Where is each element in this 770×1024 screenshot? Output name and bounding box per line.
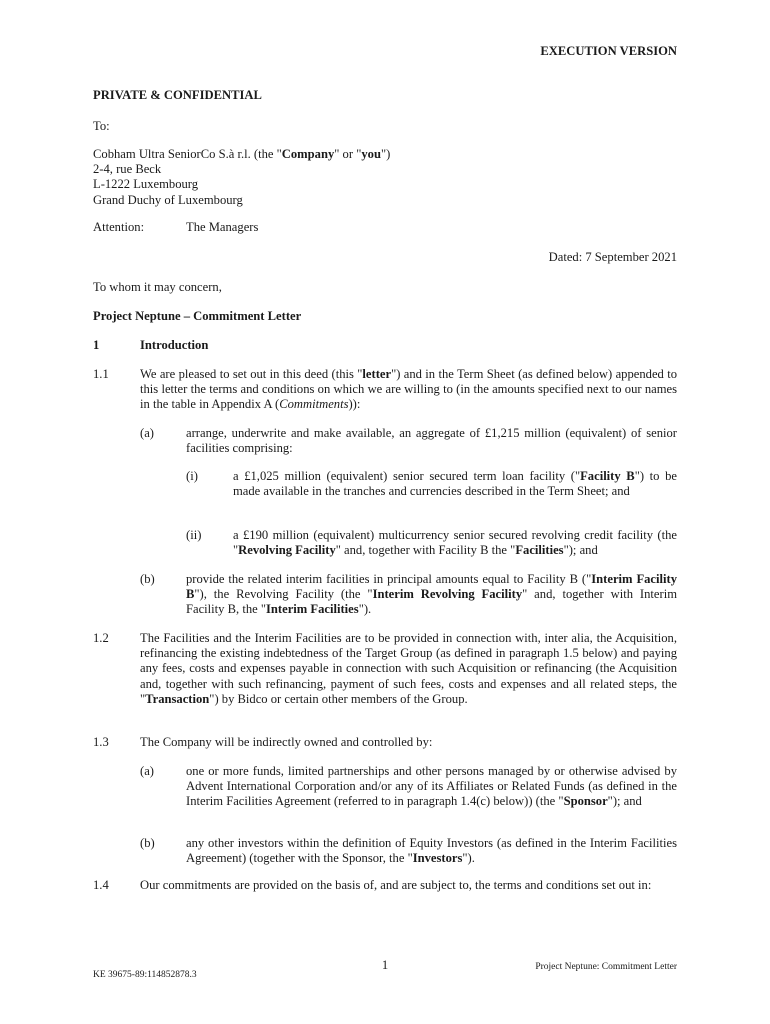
paragraph-1-1-a: arrange, underwrite and make available, an aggregate of £1,215 million (equivalent) of senior facilities comprising: <box>186 426 677 456</box>
paragraph-1-3-a: one or more funds, limited partnerships and other persons managed by or otherwise advised by Advent International Corporation and/or any of its Affiliates or Related Funds (as defined in the Interim Facilities Agreement (referred to in paragraph 1.4(c) below)) (the "Sponsor"); and <box>186 764 677 809</box>
addressee-country: Grand Duchy of Luxembourg <box>93 192 243 207</box>
defined-term-transaction: Transaction <box>145 691 210 706</box>
addressee-city: L-1222 Luxembourg <box>93 177 199 192</box>
paragraph-1-1: We are pleased to set out in this deed (this "letter") and in the Term Sheet (as defined below) appended to this letter the terms and conditions on which we are willing to (in the amounts specified next to our names in the table in Appendix A (Commitments)): <box>140 367 677 412</box>
footer-document-title: Project Neptune: Commitment Letter <box>535 962 677 972</box>
defined-term-revolving-facility: Revolving Facility <box>238 543 336 558</box>
execution-version-header: EXECUTION VERSION <box>540 44 677 58</box>
defined-term-interim-revolving-facility: Interim Revolving Facility <box>372 587 523 602</box>
paragraph-1-4: Our commitments are provided on the basis of, and are subject to, the terms and conditions set out in: <box>140 878 652 892</box>
page-number: 1 <box>381 958 389 972</box>
paragraph-1-3-b: any other investors within the definition of Equity Investors (as defined in the Interim Facilities Agreement) (together with the Sponsor, the "Investors"). <box>186 836 677 866</box>
paragraph-1-3-a-label: (a) <box>140 764 154 778</box>
paragraph-1-1-a-i-label: (i) <box>186 469 198 483</box>
paragraph-1-3-b-label: (b) <box>140 836 155 850</box>
paragraph-1-3: The Company will be indirectly owned and controlled by: <box>140 735 433 749</box>
paragraph-1-1-a-ii-label: (ii) <box>186 528 202 542</box>
addressee-block <box>93 147 593 208</box>
paragraph-1-3-number: 1.3 <box>93 735 109 749</box>
dated-line: Dated: 7 September 2021 <box>548 250 677 264</box>
paragraph-1-2-number: 1.2 <box>93 631 109 645</box>
addressee-company-line: Cobham Ultra SeniorCo S.à r.l. (the "Company" or "you") <box>93 147 391 161</box>
paragraph-1-1-a-label: (a) <box>140 426 154 440</box>
attention-label: Attention: <box>93 220 145 234</box>
to-label: To: <box>93 119 110 133</box>
addressee-street: 2-4, rue Beck <box>93 162 162 177</box>
defined-term-interim-facilities: Interim Facilities <box>266 602 359 617</box>
defined-term-you: you <box>361 147 381 161</box>
paragraph-1-2: The Facilities and the Interim Facilities are to be provided in connection with, inter alia, the Acquisition, refinancing the existing indebtedness of the Target Group (as defined in paragraph 1.5 below) and paying any fees, costs and expenses payable in connection with such Acquisition or refinancing (the Acquisition and, together with such refinancing, payment of such fees, costs and expenses and all related steps, the "Transaction") by Bidco or certain other members of the Group. <box>140 631 677 706</box>
paragraph-1-1-number: 1.1 <box>93 367 109 381</box>
defined-term-facility-b: Facility B <box>580 469 635 483</box>
paragraph-1-1-b: provide the related interim facilities in principal amounts equal to Facility B ("Interim Facility B"), the Revolving Facility (the "Interim Revolving Facility" and, together with Interim Facility B, the "Interim Facilities"). <box>186 572 678 617</box>
paragraph-1-4-number: 1.4 <box>93 878 109 892</box>
defined-term-investors: Investors <box>412 851 463 866</box>
defined-term-sponsor: Sponsor <box>563 794 608 809</box>
paragraph-1-1-a-i: a £1,025 million (equivalent) senior secured term loan facility ("Facility B") to be made available in the tranches and currencies described in the Term Sheet; and <box>233 469 677 499</box>
defined-term-company: Company <box>281 147 335 161</box>
section-1-title: Introduction <box>140 338 209 352</box>
defined-term-interim-facility-b: Interim Facility B <box>186 572 678 602</box>
paragraph-1-1-a-ii: a £190 million (equivalent) multicurrency senior secured revolving credit facility (the "Revolving Facility" and, together with Facility B the "Facilities"); and <box>233 528 677 558</box>
subject-line: Project Neptune – Commitment Letter <box>93 309 302 323</box>
private-confidential-heading: PRIVATE & CONFIDENTIAL <box>93 88 262 102</box>
section-1-number: 1 <box>93 338 100 352</box>
footer-document-reference: KE 39675-89:114852878.3 <box>93 970 197 980</box>
defined-term-letter: letter <box>362 367 392 381</box>
paragraph-1-1-b-label: (b) <box>140 572 155 586</box>
defined-term-facilities: Facilities <box>515 543 564 558</box>
salutation: To whom it may concern, <box>93 280 222 294</box>
attention-value: The Managers <box>186 220 259 234</box>
